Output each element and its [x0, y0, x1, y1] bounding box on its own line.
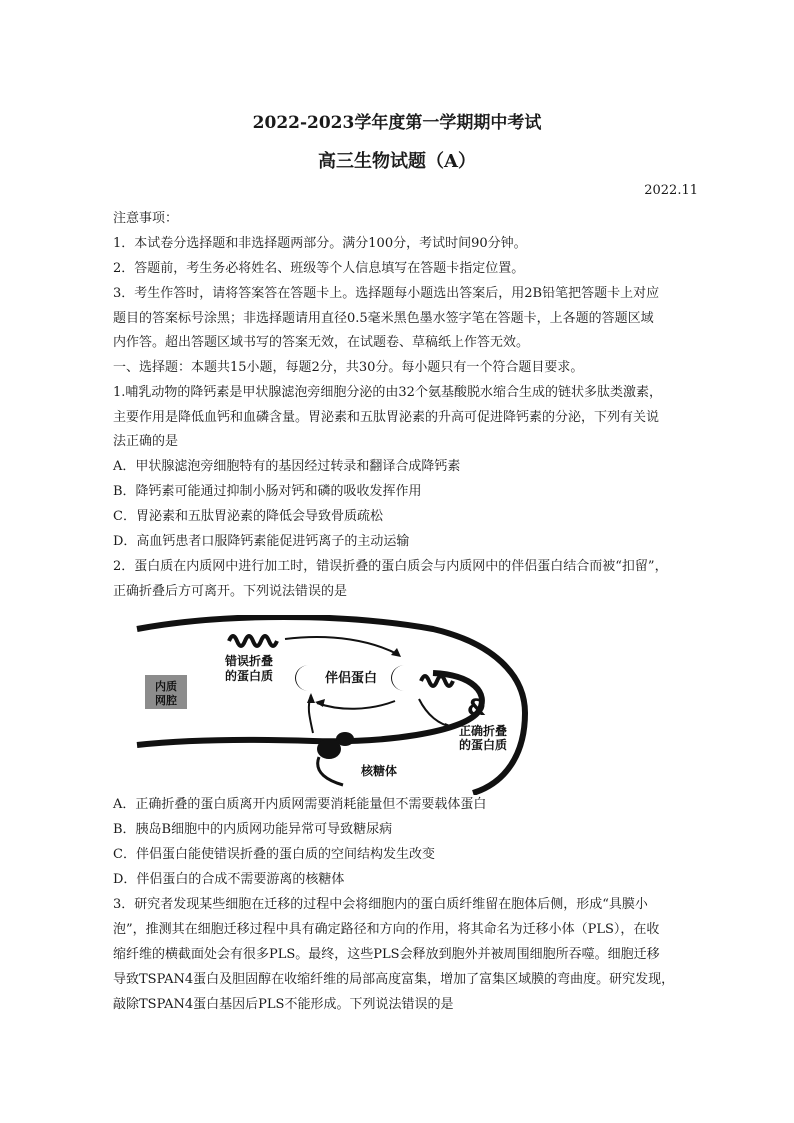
exam-date: 2022.11 [644, 183, 698, 198]
q3-stem-line: 导致TSPAN4蛋白及胆固醇在收缩纤维的局部高度富集，增加了富集区域膜的弯曲度。研究发现， [113, 972, 675, 987]
chaperone-label: 伴侣蛋白 [325, 671, 378, 686]
notice-item: 1．本试卷分选择题和非选择题两部分。满分100分，考试时间90分钟。 [113, 236, 527, 251]
arrow-release [317, 701, 395, 709]
notice-item: 2．答题前，考生务必将姓名、班级等个人信息填写在答题卡指定位置。 [113, 261, 525, 276]
arrow-fold [419, 699, 453, 727]
q1-option-c: C．胃泌素和五肽胃泌素的降低会导致骨质疏松 [113, 509, 383, 524]
q2-stem-line: 2．蛋白质在内质网中进行加工时，错误折叠的蛋白质会与内质网中的伴侣蛋白结合而被“扣留”， [113, 559, 668, 574]
folded-label-line: 正确折叠 [459, 724, 508, 738]
misfolded-label-line: 错误折叠 [225, 654, 274, 668]
arrow-bind [285, 637, 399, 655]
chaperone-icon [295, 665, 309, 691]
notice-item: 题目的答案标号涂黑；非选择题请用直径0.5毫米黑色墨水签字笔在答题卡，上各题的答题区域 [113, 311, 654, 326]
section-heading: 一、选择题：本题共15小题，每题2分，共30分。每小题只有一个符合题目要求。 [113, 360, 584, 375]
misfolded-label-line: 的蛋白质 [225, 669, 274, 683]
folded-protein-icon: & [467, 696, 487, 721]
q2-option-b: B．胰岛B细胞中的内质网功能异常可导致糖尿病 [113, 822, 393, 837]
folded-label-line: 的蛋白质 [459, 738, 508, 752]
q2-option-a: A．正确折叠的蛋白质离开内质网需要消耗能量但不需要载体蛋白 [113, 797, 487, 812]
misfolded-protein-icon [229, 636, 277, 646]
notice-item: 3．考生作答时，请将答案答在答题卡上。选择题每小题选出答案后，用2B铅笔把答题卡上对应 [113, 286, 660, 301]
er-label-line: 网腔 [155, 694, 177, 707]
q2-option-c: C．伴侣蛋白能使错误折叠的蛋白质的空间结构发生改变 [113, 847, 435, 862]
mrna-strand [318, 757, 343, 785]
q3-stem-line: 3．研究者发现某些细胞在迁移的过程中会将细胞内的蛋白质纤维留在胞体后侧，形成“具膜小 [113, 897, 648, 912]
er-label-line: 内质 [155, 680, 177, 693]
arrow-head [307, 693, 315, 703]
subject-title: 高三生物试题（A） [318, 151, 476, 172]
q2-stem-line: 正确折叠后方可离开。下列说法错误的是 [113, 584, 348, 599]
q1-option-b: B．降钙素可能通过抑制小肠对钙和磷的吸收发挥作用 [113, 484, 422, 499]
q2-option-d: D．伴侣蛋白的合成不需要游离的核糖体 [113, 872, 345, 887]
q3-stem-line: 泡”，推测其在细胞迁移过程中具有确定路径和方向的作用，将其命名为迁移小体（PLS），在收 [113, 922, 660, 937]
q3-stem-line: 缩纤维的横截面处会有很多PLS。最终，这些PLS会释放到胞外并被周围细胞所吞噬。细胞迁移 [113, 947, 660, 962]
q1-option-d: D．高血钙患者口服降钙素能促进钙离子的主动运输 [113, 534, 410, 549]
chaperone-complex-icon [391, 665, 405, 691]
q3-stem-line: 敲除TSPAN4蛋白基因后PLS不能形成。下列说法错误的是 [113, 997, 454, 1012]
notice-heading: 注意事项： [113, 211, 179, 226]
q1-stem-line: 主要作用是降低血钙和血磷含量。胃泌素和五肽胃泌素的升高可促进降钙素的分泌，下列有关说 [113, 410, 660, 425]
q1-stem-line: 1.哺乳动物的降钙素是甲状腺滤泡旁细胞分泌的由32个氨基酸脱水缩合生成的链状多肽类激素， [113, 385, 662, 400]
q1-stem-line: 法正确的是 [113, 434, 179, 449]
er-protein-folding-diagram [133, 615, 528, 795]
notice-item: 内作答。超出答题区域书写的答案无效，在试题卷、草稿纸上作答无效。 [113, 335, 530, 350]
exam-title: 2022-2023学年度第一学期期中考试 [252, 113, 542, 133]
ribosome-label: 核糖体 [361, 764, 398, 778]
ribosome-subunit-icon [336, 732, 354, 746]
q1-option-a: A．甲状腺滤泡旁细胞特有的基因经过转录和翻译合成降钙素 [113, 459, 461, 474]
